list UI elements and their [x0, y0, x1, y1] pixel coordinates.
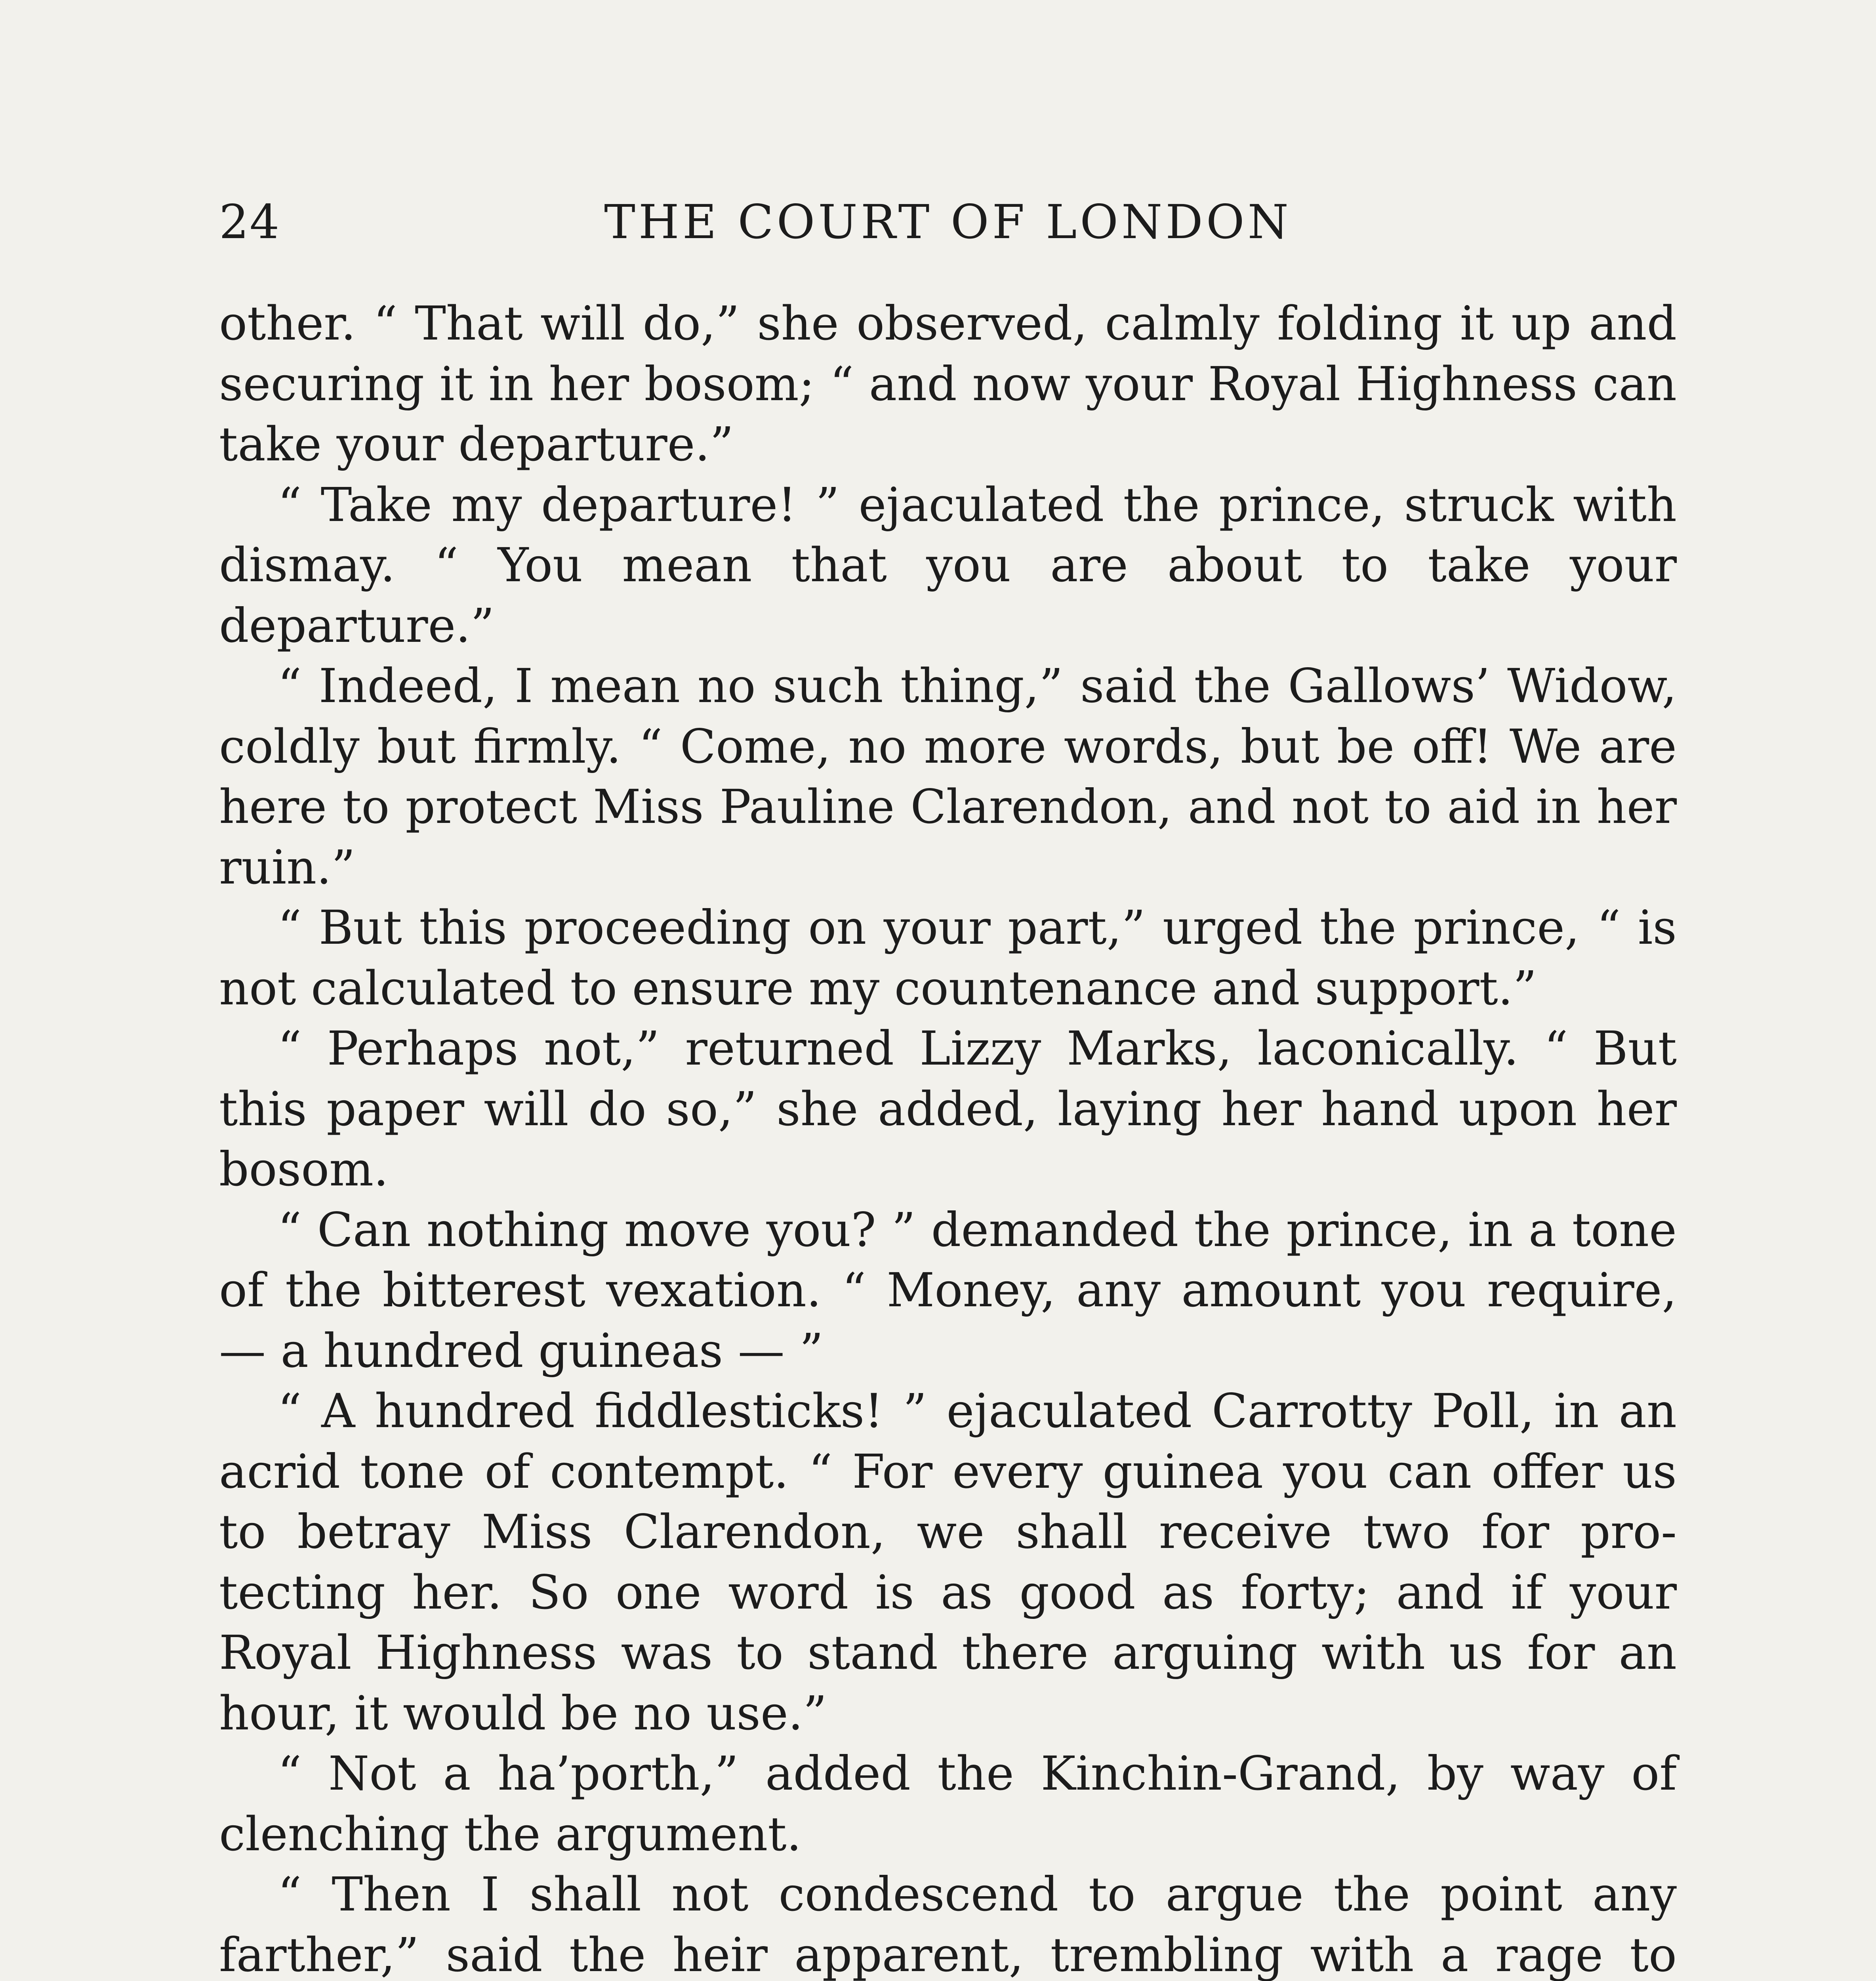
paragraph: “ Then I shall not condescend to argue the point any farther,” said the heir apparent, trembling with a rage to	[219, 1867, 1677, 1981]
running-title: THE COURT OF LONDON	[604, 195, 1292, 249]
paragraph: “ But this proceeding on your part,” urged the prince, “ is not calculated to ensure my countenance and support.”	[219, 900, 1677, 1015]
paragraph: “ Can nothing move you? ” demanded the prince, in a tone of the bitterest vexation. “ Money, any amount you require, — a hundred guineas — ”	[219, 1202, 1677, 1378]
paragraph: “ Perhaps not,” returned Lizzy Marks, laconically. “ But this paper will do so,” she added, laying her hand upon her bosom.	[219, 1021, 1677, 1197]
body-text	[219, 293, 1677, 1981]
paragraph: other. “ That will do,” she observed, calmly folding it up and securing it in her bosom; “ and now your Royal Highness can take your departure.”	[219, 296, 1677, 471]
running-head	[219, 174, 1677, 269]
paragraph: “ Take my departure! ” ejaculated the prince, struck with dismay. “ You mean that you are about to take your departure.”	[219, 477, 1677, 653]
paragraph: “ Not a ha’porth,” added the Kinchin-Grand, by way of clenching the argument.	[219, 1746, 1677, 1861]
paragraph: “ A hundred fiddlesticks! ” ejaculated Carrotty Poll, in an acrid tone of contempt. “ For every guinea you can offer us to betray Miss Clarendon, we shall receive two for protecting her. So one word is as good as forty; and if your Royal Highness was to stand there arguing with us for an hour, it would be no use.”	[219, 1384, 1677, 1741]
page-number: 24	[219, 195, 280, 249]
paragraph: “ Indeed, I mean no such thing,” said the Gallows’ Widow, coldly but firmly. “ Come, no more words, but be off! We are here to protect Miss Pauline Clarendon, and not to aid in her ruin.”	[219, 658, 1677, 895]
